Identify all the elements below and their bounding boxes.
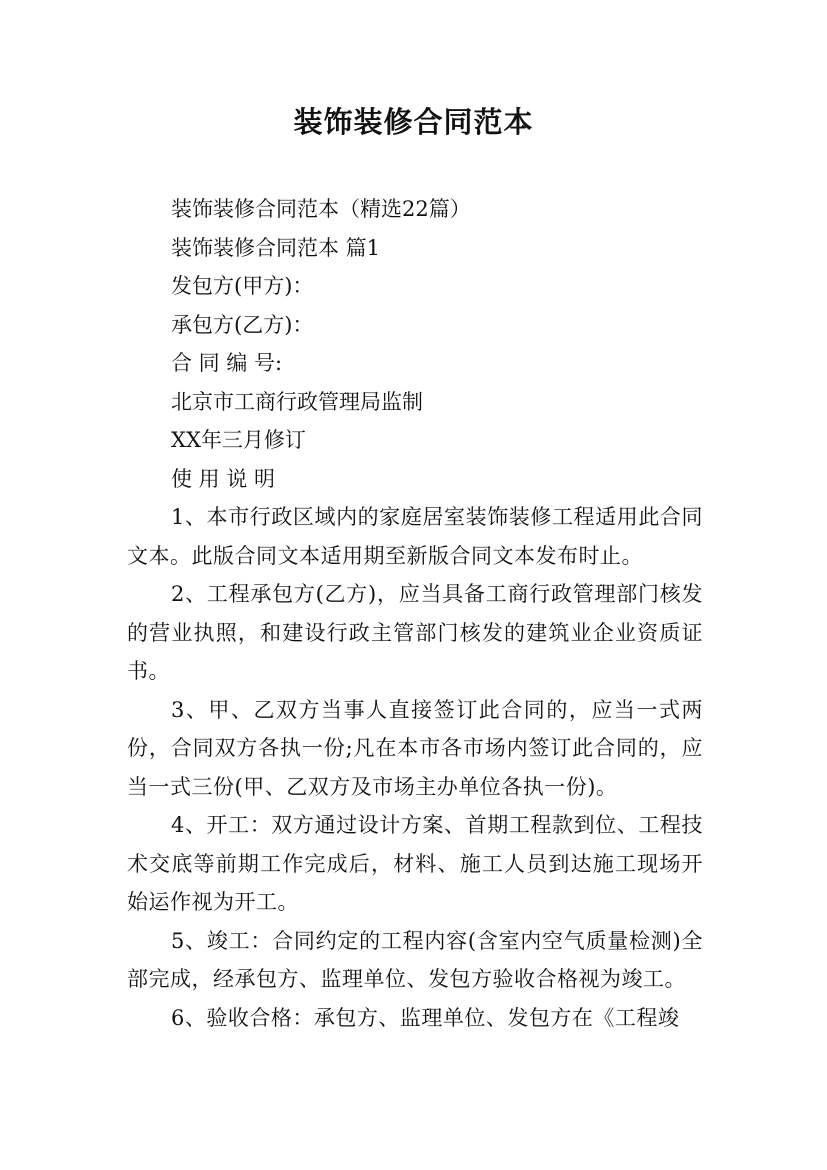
- paragraph-5: 5、竣工：合同约定的工程内容(含室内空气质量检测)全部完成，经承包方、监理单位、发包方验收合格视为竣工。: [127, 928, 703, 991]
- revision-line: XX年三月修订: [171, 428, 306, 452]
- party-a-line: 发包方(甲方)：: [171, 274, 314, 298]
- party-b-line: 承包方(乙方)：: [171, 312, 314, 337]
- contract-number-line: 合 同 编 号:: [171, 351, 283, 375]
- paragraph-6: 6、验收合格：承包方、监理单位、发包方在《工程竣: [171, 1005, 680, 1030]
- document-title: 装饰装修合同范本: [293, 105, 534, 139]
- paragraph-2: 2、工程承包方(乙方)，应当具备工商行政管理部门核发的营业执照，和建设行政主管部门核发的建筑业企业资质证书。: [127, 582, 703, 683]
- usage-instructions-heading: 使 用 说 明: [171, 466, 276, 491]
- subtitle-line: 装饰装修合同范本（精选22篇）: [171, 197, 471, 221]
- document-body: [127, 190, 703, 1037]
- supervisor-line: 北京市工商行政管理局监制: [171, 389, 423, 414]
- paragraph-1: 1、本市行政区域内的家庭居室装饰装修工程适用此合同文本。此版合同文本适用期至新版合同文本发布时止。: [127, 505, 703, 568]
- paragraph-4: 4、开工：双方通过设计方案、首期工程款到位、工程技术交底等前期工作完成后，材料、施工人员到达施工现场开始运作视为开工。: [127, 813, 703, 914]
- paragraph-3: 3、甲、乙双方当事人直接签订此合同的，应当一式两份，合同双方各执一份;凡在本市各市场内签订此合同的，应当一式三份(甲、乙双方及市场主办单位各执一份)。: [127, 697, 703, 799]
- section-heading: 装饰装修合同范本 篇1: [171, 235, 381, 260]
